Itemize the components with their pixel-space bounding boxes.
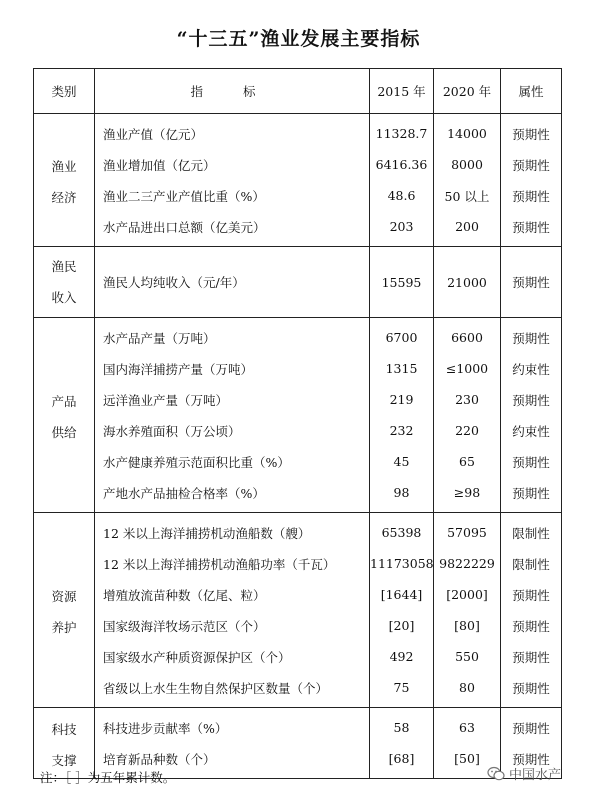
value-2020-cell: 6600 — [434, 318, 501, 354]
category-label: 支撑 — [51, 753, 77, 768]
value-2015-cell: 232 — [370, 415, 434, 446]
value-2020-cell: 220 — [434, 415, 501, 446]
value-2020-cell: 230 — [434, 384, 501, 415]
indicator-cell: 国家级水产种质资源保护区（个） — [95, 641, 370, 672]
attribute-cell: 预期性 — [501, 743, 562, 779]
table-header-row — [34, 69, 562, 114]
value-2020-cell: 200 — [434, 211, 501, 247]
indicator-cell: 渔业产值（亿元） — [95, 114, 370, 150]
category-cell — [34, 247, 95, 318]
attribute-cell: 预期性 — [501, 318, 562, 354]
value-2020-cell: 8000 — [434, 149, 501, 180]
indicator-cell: 国内海洋捕捞产量（万吨） — [95, 353, 370, 384]
attribute-cell: 限制性 — [501, 548, 562, 579]
indicator-cell: 海水养殖面积（万公顷） — [95, 415, 370, 446]
category-label: 资源 — [51, 589, 77, 604]
value-2020-cell: [50] — [434, 743, 501, 779]
attribute-cell: 预期性 — [501, 180, 562, 211]
value-2015-cell: 98 — [370, 477, 434, 513]
category-label: 渔民 — [51, 259, 77, 274]
indicator-cell: 水产健康养殖示范面积比重（%） — [95, 446, 370, 477]
attribute-cell: 预期性 — [501, 708, 562, 744]
indicator-cell: 省级以上水生生物自然保护区数量（个） — [95, 672, 370, 708]
value-2015-cell: 11173058 — [370, 548, 434, 579]
category-label: 产品 — [51, 394, 77, 409]
header-category: 类别 — [34, 69, 95, 114]
indicator-cell: 产地水产品抽检合格率（%） — [95, 477, 370, 513]
value-2020-cell: [80] — [434, 610, 501, 641]
table-row — [34, 353, 562, 384]
indicator-cell: 12 米以上海洋捕捞机动渔船功率（千瓦） — [95, 548, 370, 579]
value-2020-cell: ≤1000 — [434, 353, 501, 384]
table-row — [34, 641, 562, 672]
attribute-cell: 预期性 — [501, 672, 562, 708]
attribute-cell: 预期性 — [501, 477, 562, 513]
table-row — [34, 446, 562, 477]
category-label: 渔业 — [51, 159, 77, 174]
watermark-text: 中国水产 — [509, 768, 562, 783]
attribute-cell: 预期性 — [501, 610, 562, 641]
value-2015-cell: 1315 — [370, 353, 434, 384]
indicator-cell: 渔业二三产业产值比重（%） — [95, 180, 370, 211]
value-2020-cell: 14000 — [434, 114, 501, 150]
value-2020-cell: 9822229 — [434, 548, 501, 579]
value-2020-cell: 550 — [434, 641, 501, 672]
attribute-cell: 预期性 — [501, 641, 562, 672]
table-row — [34, 149, 562, 180]
category-label: 养护 — [51, 620, 77, 635]
value-2015-cell: 75 — [370, 672, 434, 708]
category-label: 科技 — [51, 722, 77, 737]
attribute-cell: 约束性 — [501, 353, 562, 384]
indicator-cell: 远洋渔业产量（万吨） — [95, 384, 370, 415]
indicators-table — [33, 68, 562, 779]
table-row — [34, 708, 562, 744]
value-2020-cell: [2000] — [434, 579, 501, 610]
attribute-cell: 预期性 — [501, 446, 562, 477]
table-row — [34, 384, 562, 415]
value-2020-cell: 65 — [434, 446, 501, 477]
value-2015-cell: 65398 — [370, 513, 434, 549]
value-2015-cell: 203 — [370, 211, 434, 247]
table-row — [34, 211, 562, 247]
footnote: 注：［ ］为五年累计数。 — [40, 770, 176, 785]
category-cell — [34, 513, 95, 708]
value-2015-cell: 58 — [370, 708, 434, 744]
value-2020-cell: 63 — [434, 708, 501, 744]
table-row — [34, 318, 562, 354]
indicator-cell: 水产品产量（万吨） — [95, 318, 370, 354]
table-row — [34, 548, 562, 579]
table-row — [34, 180, 562, 211]
attribute-cell: 预期性 — [501, 149, 562, 180]
value-2020-cell: 21000 — [434, 247, 501, 318]
value-2015-cell: 15595 — [370, 247, 434, 318]
attribute-cell: 预期性 — [501, 579, 562, 610]
category-cell — [34, 318, 95, 513]
value-2015-cell: [1644] — [370, 579, 434, 610]
wechat-icon — [487, 766, 505, 782]
indicator-cell: 增殖放流苗种数（亿尾、粒） — [95, 579, 370, 610]
header-2015: 2015 年 — [370, 69, 434, 114]
header-attribute: 属性 — [501, 69, 562, 114]
table-row — [34, 579, 562, 610]
indicator-cell: 科技进步贡献率（%） — [95, 708, 370, 744]
value-2020-cell: 80 — [434, 672, 501, 708]
value-2015-cell: 219 — [370, 384, 434, 415]
indicator-cell: 国家级海洋牧场示范区（个） — [95, 610, 370, 641]
value-2020-cell: 50 以上 — [434, 180, 501, 211]
value-2015-cell: 492 — [370, 641, 434, 672]
value-2020-cell: 57095 — [434, 513, 501, 549]
table-row — [34, 610, 562, 641]
value-2015-cell: 6700 — [370, 318, 434, 354]
value-2015-cell: 11328.7 — [370, 114, 434, 150]
category-label: 经济 — [51, 190, 77, 205]
indicator-cell: 渔民人均纯收入（元/年） — [95, 247, 370, 318]
indicator-cell: 12 米以上海洋捕捞机动渔船数（艘） — [95, 513, 370, 549]
watermark — [487, 764, 561, 783]
attribute-cell: 限制性 — [501, 513, 562, 549]
value-2015-cell: 48.6 — [370, 180, 434, 211]
category-cell — [34, 114, 95, 247]
indicator-cell: 水产品进出口总额（亿美元） — [95, 211, 370, 247]
attribute-cell: 约束性 — [501, 415, 562, 446]
table-row — [34, 477, 562, 513]
indicator-cell: 培育新品种数（个） — [95, 743, 370, 779]
table-row — [34, 247, 562, 318]
value-2015-cell: [20] — [370, 610, 434, 641]
table-row — [34, 672, 562, 708]
indicator-cell: 渔业增加值（亿元） — [95, 149, 370, 180]
attribute-cell: 预期性 — [501, 114, 562, 150]
table-title: “十三五”渔业发展主要指标 — [176, 28, 421, 50]
table-row — [34, 415, 562, 446]
value-2020-cell: ≥98 — [434, 477, 501, 513]
category-label: 收入 — [51, 290, 77, 305]
table-row — [34, 513, 562, 549]
value-2015-cell: [68] — [370, 743, 434, 779]
attribute-cell: 预期性 — [501, 384, 562, 415]
table-row — [34, 114, 562, 150]
header-2020: 2020 年 — [434, 69, 501, 114]
value-2015-cell: 6416.36 — [370, 149, 434, 180]
attribute-cell: 预期性 — [501, 247, 562, 318]
header-indicator: 指 标 — [95, 69, 370, 114]
attribute-cell: 预期性 — [501, 211, 562, 247]
value-2015-cell: 45 — [370, 446, 434, 477]
category-label: 供给 — [51, 425, 77, 440]
